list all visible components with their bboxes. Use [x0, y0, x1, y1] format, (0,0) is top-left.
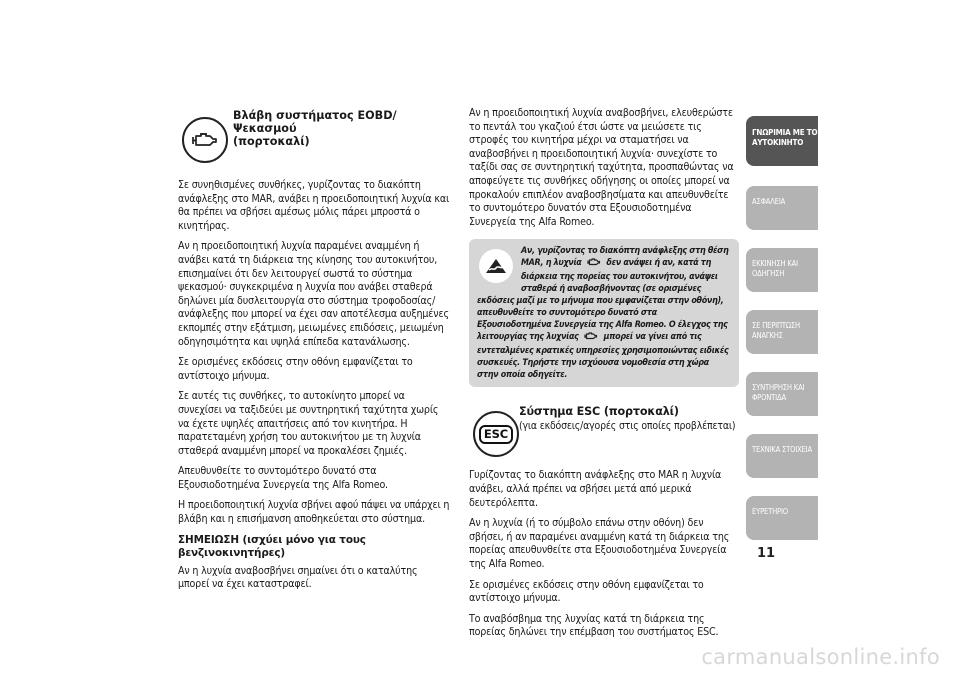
esc-section-header — [469, 405, 739, 469]
sidebar-item-safety[interactable] — [746, 186, 818, 230]
sidebar-item-label: ΦΡΟΝΤΙΔΑ — [752, 393, 786, 402]
note-heading: ΣΗΜΕΙΩΣΗ (ισχύει μόνο για τους βενζινοκινητήρες) — [178, 533, 366, 560]
sidebar-item-starting-driving[interactable] — [746, 248, 818, 292]
sidebar-item-index[interactable] — [746, 496, 818, 540]
warning-text-3: μπορεί να γίνει από τις εντεταλμένες κρατικές υπηρεσίες χρησιμοποιώντας ειδικές συσκευές. Τηρήστε την ισχύουσα νομοθεσία στη χώρα στην οποία οδηγείτε. — [477, 332, 729, 381]
paragraph: Σε ορισμένες εκδόσεις στην οθόνη εμφανίζεται το αντίστοιχο μήνυμα. — [178, 356, 413, 382]
engine-check-icon — [182, 117, 228, 163]
sidebar-item-label: ΕΥΡΕΤΗΡΙΟ — [752, 507, 788, 516]
paragraph: Γυρίζοντας το διακόπτη ανάφλεξης στο MAR η λυχνία ανάβει, αλλά πρέπει να σβήσει μετά από μερικά δευτερόλεπτα. — [469, 469, 722, 509]
watermark: carmanualsonline.info — [701, 645, 940, 669]
esc-icon — [473, 411, 519, 457]
eobd-title-line1: Βλάβη συστήματος EOBD/Ψεκασμού — [233, 109, 397, 135]
sidebar-item-label: ΑΥΤΟΚΙΝΗΤΟ — [752, 138, 804, 147]
sidebar-item-label: ΑΣΦΑΛΕΙΑ — [752, 197, 786, 206]
warning-box — [469, 239, 739, 387]
sidebar-item-label: ΑΝΑΓΚΗΣ — [752, 331, 783, 340]
warning-text-1: Αν, γυρίζοντας το διακόπτη ανάφλεξης στη θέση MAR, η λυχνία — [521, 246, 729, 269]
paragraph: Αν η προειδοποιητική λυχνία παραμένει αναμμένη ή ανάβει κατά τη διάρκεια της κίνησης του αυτοκινήτου, επισημαίνει ότι δεν λειτουργεί σωστά το σύστημα ψεκασμού· συγκεκριμένα η λυχνία που ανάβει σταθερά δηλώνει μία δυσλειτουργία στο σύστημα τροφοδοσίας/ ανάφλεξης που μπορεί να έχει σαν αποτέλεσμα αυξημένες εκπομπές στην εξάτμιση, μειωμένες επιδόσεις, μειωμένη οδηγησιμότητα και υψηλά επίπεδα κατανάλωσης. — [178, 240, 449, 348]
sidebar-item-label: ΟΔΗΓΗΣΗ — [752, 269, 785, 278]
esc-icon-label: ESC — [479, 425, 513, 445]
sidebar-item-maintenance[interactable] — [746, 372, 818, 416]
page-number: 11 — [757, 546, 776, 561]
esc-title: Σύστημα ESC (πορτοκαλί) — [519, 405, 679, 419]
engine-check-icon — [583, 331, 599, 345]
sidebar-item-getting-to-know[interactable] — [746, 116, 818, 166]
paragraph: Αν η λυχνία (ή το σύμβολο επάνω στην οθόνη) δεν σβήσει, ή αν παραμένει αναμμένη κατά τη διάρκεια της πορείας απευθυνθείτε στα Εξουσιοδοτημένα Συνεργεία της Alfa Romeo. — [469, 517, 730, 570]
sidebar-item-label: ΓΝΩΡΙΜΙΑ ΜΕ ΤΟ — [752, 128, 818, 137]
paragraph: Απευθυνθείτε το συντομότερο δυνατό στα Εξουσιοδοτημένα Συνεργεία της Alfa Romeo. — [178, 465, 388, 491]
paragraph: Το αναβόσβημα της λυχνίας κατά τη διάρκεια της πορείας δηλώνει την επέμβαση του συστήματος ESC. — [469, 612, 719, 639]
sidebar-item-emergency[interactable] — [746, 310, 818, 354]
warning-text-2: δεν ανάψει ή αν, κατά τη διάρκεια της πορείας του αυτοκινήτου, ανάψει σταθερά ή αναβοσβήνοντας (σε ορισμένες εκδόσεις μαζί με το μήνυμα που εμφανίζεται στην οθόνη), απευθυνθείτε το συντομότερο δυνατό στα Εξουσιοδοτημένα Συνεργεία της Alfa Romeo. Ο έλεγχος της λειτουργίας της λυχνίας — [477, 258, 728, 343]
left-column — [178, 107, 450, 599]
esc-subtitle: (για εκδόσεις/αγορές στις οποίες προβλέπεται) — [519, 420, 736, 433]
right-column — [469, 107, 739, 647]
sidebar-item-technical-data[interactable] — [746, 434, 818, 478]
paragraph: Η προειδοποιητική λυχνία σβήνει αφού πάψει να υπάρχει η βλάβη και η επισήμανση αποθηκεύεται στο σύστημα. — [178, 499, 450, 526]
eobd-title — [233, 109, 450, 148]
paragraph: Σε ορισμένες εκδόσεις στην οθόνη εμφανίζεται το αντίστοιχο μήνυμα. — [469, 578, 704, 605]
engine-check-icon — [586, 257, 602, 271]
sidebar-item-label: ΕΚΚΙΝΗΣΗ ΚΑΙ — [752, 259, 798, 268]
paragraph: Αν η προειδοποιητική λυχνία αναβοσβήνει, ελευθερώστε το πεντάλ του γκαζιού έτσι ώστε να μειώσετε τις στροφές του κινητήρα μέχρι να σταματήσει να αναβοσβήνει η προειδοποιητική λυχνία· συνεχίστε το ταξίδι σας σε συντηρητική ταχύτητα, προσπαθώντας να αποφεύγετε τις συνθήκες οδήγησης οι οποίες μπορεί να προκαλούν επιπλέον αναβοσβησίματα και απευθυνθείτε το συντομότερο δυνατόν στα Εξουσιοδοτημένα Συνεργεία της Alfa Romeo. — [469, 107, 734, 228]
sidebar-item-label: ΣΕ ΠΕΡΙΠΤΩΣΗ — [752, 321, 800, 330]
paragraph: Αν η λυχνία αναβοσβήνει σημαίνει ότι ο καταλύτης μπορεί να έχει καταστραφεί. — [178, 564, 418, 591]
sidebar-item-label: ΤΕΧΝΙΚΑ ΣΤΟΙΧΕΙΑ — [752, 445, 812, 454]
chapter-sidebar — [746, 116, 818, 558]
paragraph: Σε συνηθισμένες συνθήκες, γυρίζοντας το διακόπτη ανάφλεξης στο MAR, ανάβει η προειδοποιητική λυχνία και θα πρέπει να σβήσει αμέσως μόλις πάρει μπροστά ο κινητήρας. — [178, 179, 450, 232]
sidebar-item-label: ΣΥΝΤΗΡΗΣΗ ΚΑΙ — [752, 383, 805, 392]
eobd-title-line2: (πορτοκαλί) — [233, 135, 310, 148]
eobd-section-header — [178, 107, 450, 179]
warning-triangle-icon — [479, 249, 513, 283]
paragraph: Σε αυτές τις συνθήκες, το αυτοκίνητο μπορεί να συνεχίσει να ταξιδεύει με συντηρητική ταχύτητα χωρίς να έχετε υψηλές απαιτήσεις από τον κινητήρα. Η παρατεταμένη χρήση του αυτοκινήτου με τη λυχνία σταθερά αναμμένη μπορεί να προκαλέσει ζημιές. — [178, 390, 439, 457]
